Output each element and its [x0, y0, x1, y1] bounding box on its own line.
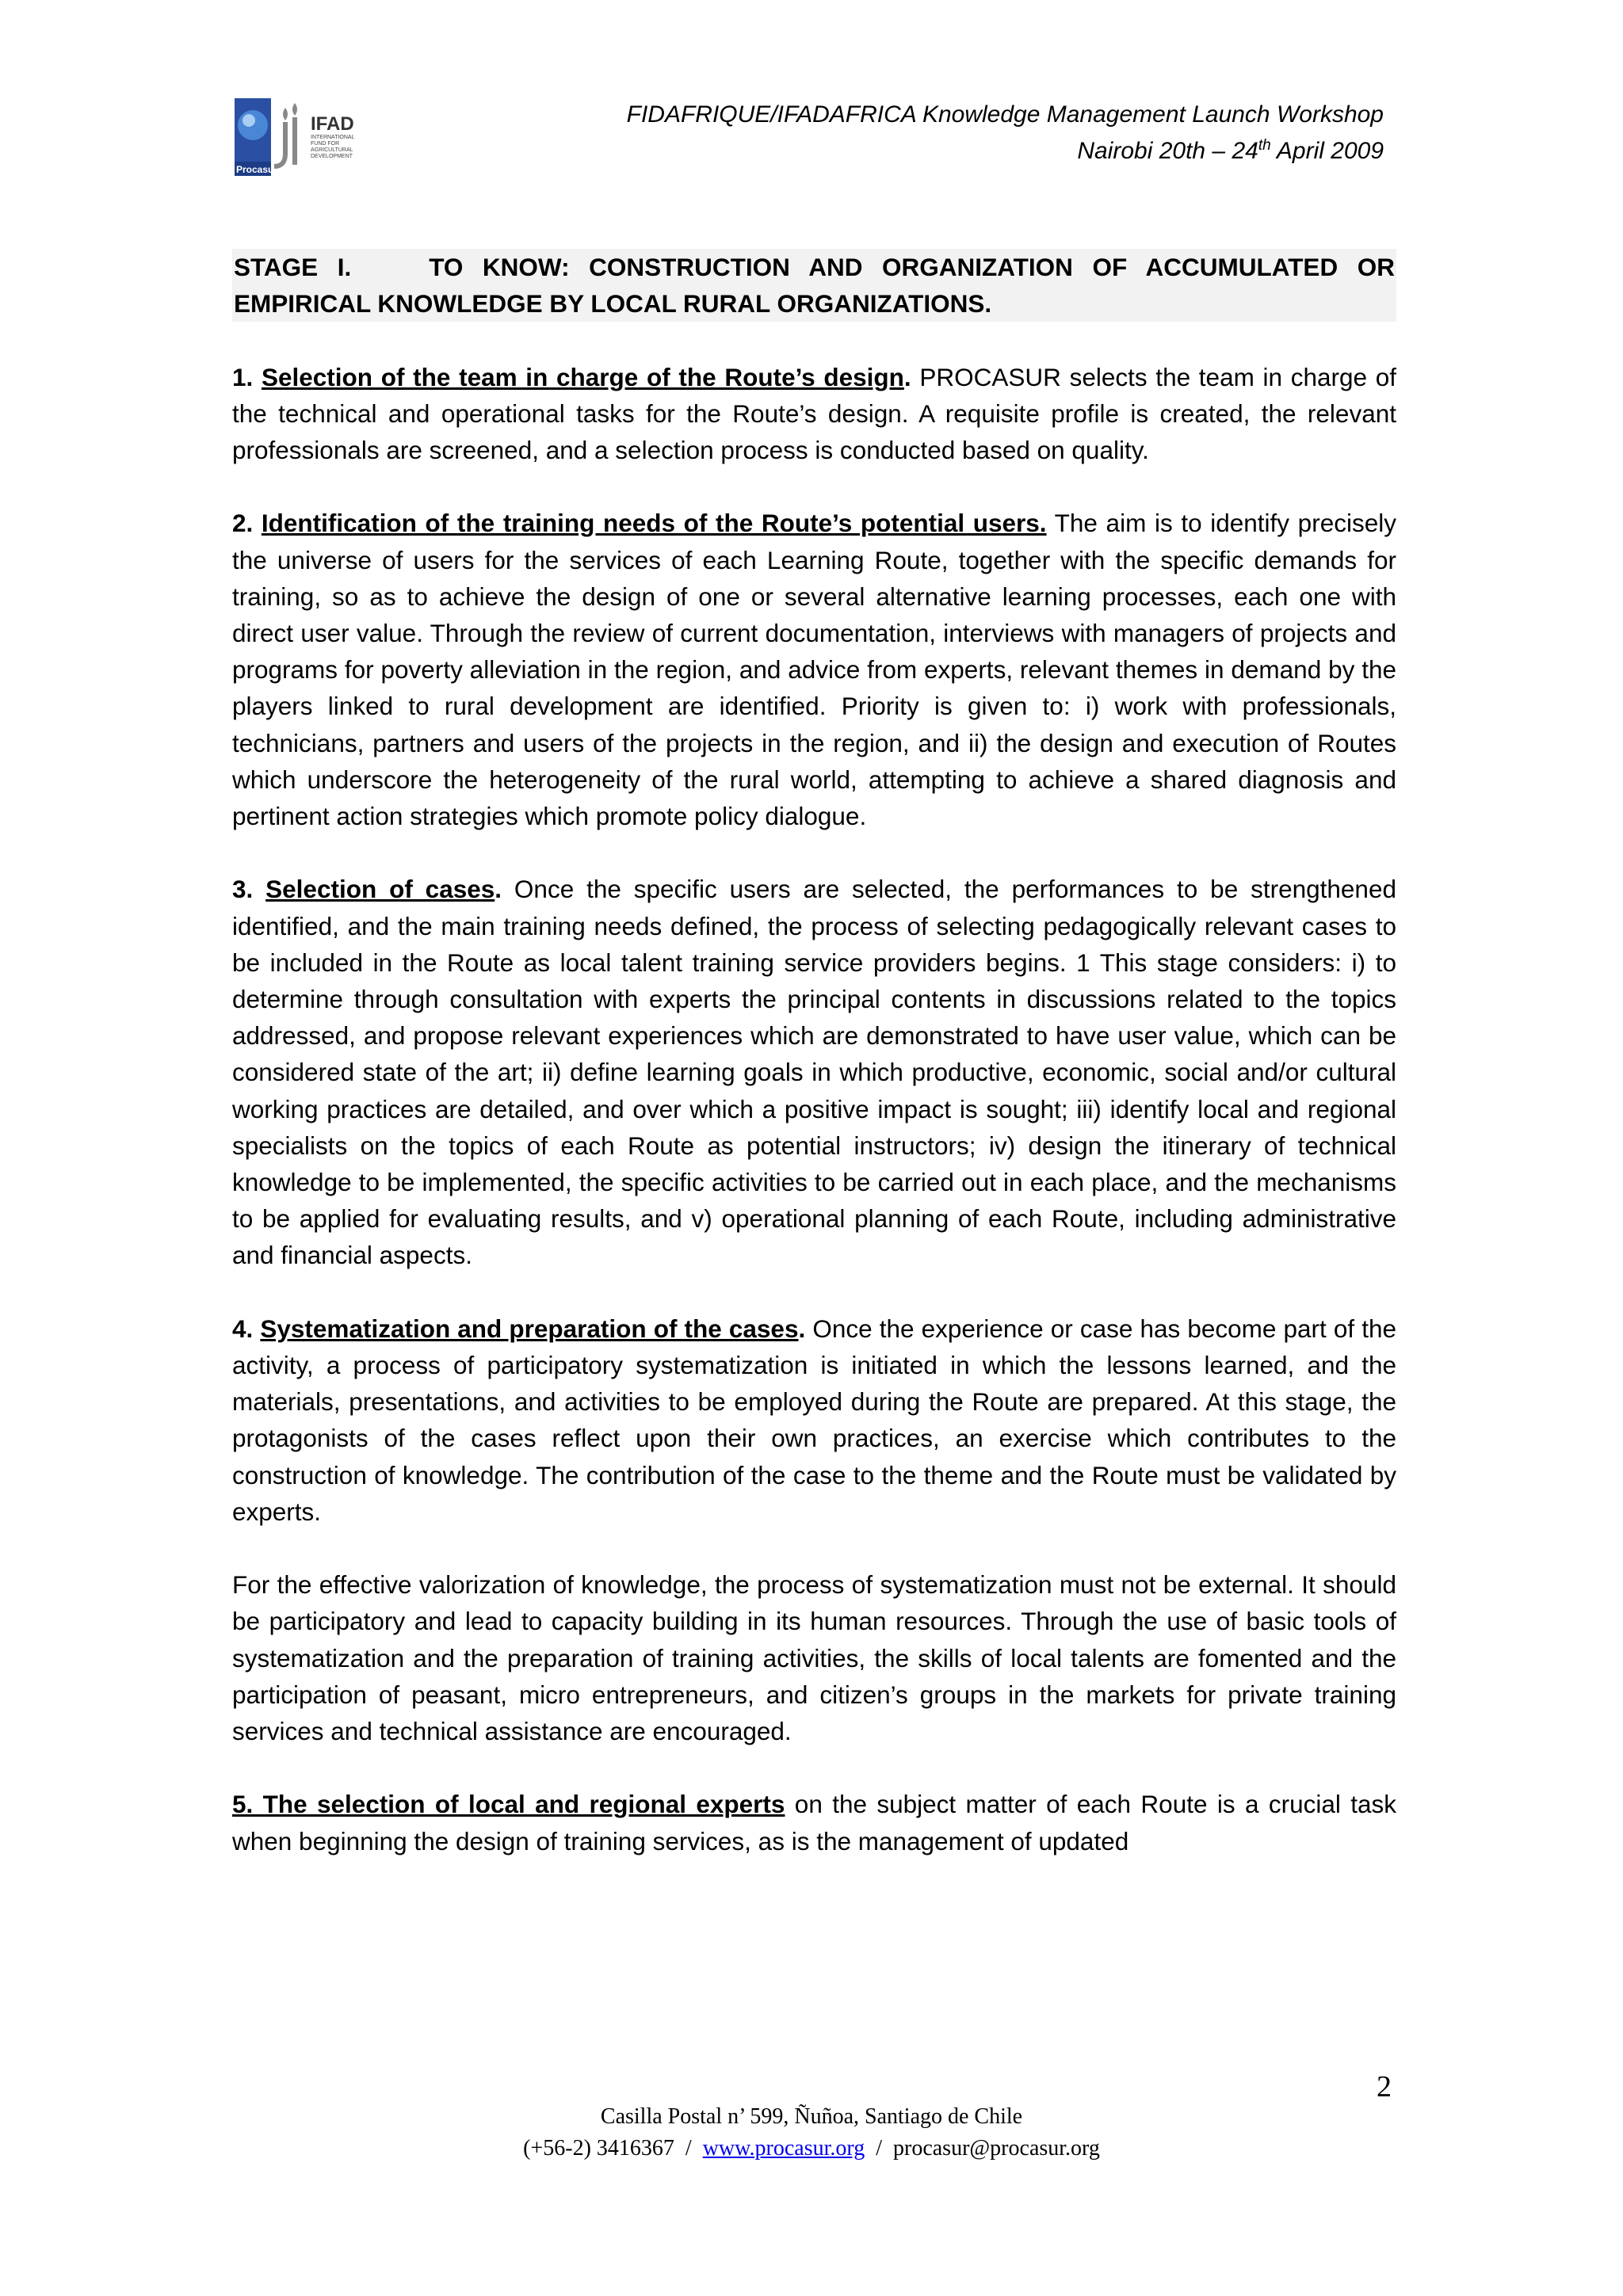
item-2-number: 2. [232, 509, 254, 538]
footer-phone: (+56-2) 3416367 [523, 2136, 674, 2161]
footer-email: procasur@procasur.org [893, 2136, 1100, 2161]
item-2-text: The aim is to identify precisely the universe of users for the services of each Learning Route, together with the specific demands for training, so as to achieve the design of one or several alternative learning processes, each one with direct user value. Through the review of current documentation, interviews with managers of projects and programs for poverty alleviation in the region, and advice from experts, relevant themes in demand by the players linked to rural development are identified. Priority is given to: i) work with professionals, technicians, partners and users of the projects in the region, and ii) the design and execution of Routes which underscore the heterogeneity of the rural world, attempting to achieve a shared diagnosis and pertinent action strategies which promote policy dialogue. [232, 509, 1396, 831]
header-date-line: Nairobi 20th – 24th April 2009 [1077, 137, 1384, 164]
footer-address: Casilla Postal n’ 599, Ñuñoa, Santiago de Chile [600, 2104, 1023, 2129]
document-footer [0, 2101, 1623, 2164]
item-4-paragraph: 4. Systematization and preparation of the cases. Once the experience or case has become part of the activity, a process of participatory systematization is initiated in which the lessons learned, and the materials, presentations, and activities to be employed during the Route are prepared. At this stage, the protagonists of the cases reflect upon their own practices, an exercise which contributes to the construction of knowledge. The contribution of the case to the theme and the Route must be validated by experts. [232, 1314, 1397, 1526]
footer-website-link[interactable]: www.procasur.org [702, 2136, 865, 2161]
item-1-text: PROCASUR selects the team in charge of the technical and operational tasks for the Route’s design. A requisite profile is created, the relevant professionals are screened, and a selection process is conducted based on quality. [232, 362, 1396, 464]
item-2-paragraph [232, 505, 1396, 834]
document-body [232, 249, 1396, 1896]
item-5-text: on the subject matter of each Route is a crucial task when beginning the design of training services, as is the management of updated [232, 1790, 1396, 1855]
stage-label: STAGE I. [234, 253, 352, 281]
item-4-number: 4. [232, 1314, 254, 1343]
item-1-number: 1. [232, 362, 254, 391]
item-3-number: 3. [232, 875, 254, 904]
item-4-text: Once the experience or case has become part of the activity, a process of participatory systematization is initiated in which the lessons learned, and the materials, presentations, and activities to be employed during the Route are prepared. At this stage, the protagonists of the cases reflect upon their own practices, an exercise which contributes to the construction of knowledge. The contribution of the case to the theme and the Route must be validated by experts. [232, 1314, 1397, 1526]
stage-heading [232, 249, 1396, 322]
item-1-paragraph: 1. Selection of the team in charge of the Route’s design. PROCASUR selects the team in charge of the technical and operational tasks for the Route’s design. A requisite profile is created, the relevant professionals are screened, and a selection process is conducted based on quality. [232, 362, 1396, 464]
header-workshop-title: FIDAFRIQUE/IFADAFRICA Knowledge Management Launch Workshop [626, 101, 1384, 128]
ifad-logo-subtitle: INTERNATIONAL FUND FOR AGRICULTURAL DEVELOPMENT [311, 135, 355, 159]
item-5-paragraph [232, 1786, 1396, 1859]
item-2-title: Identification of the training needs of the Route’s potential users. [261, 509, 1047, 538]
footer-contact-line: (+56-2) 3416367 / www.procasur.org / procasur@procasur.org [523, 2136, 1100, 2161]
procasur-logo-text: Procasur [236, 164, 278, 175]
header-logos [235, 98, 412, 177]
item-4-title: Systematization and preparation of the cases [260, 1314, 799, 1343]
item-5-title: 5. The selection of local and regional experts [232, 1790, 785, 1819]
page-number: 2 [1377, 2070, 1392, 2103]
document-header [627, 97, 1384, 170]
item-3-title: Selection of cases [265, 875, 495, 904]
ifad-wheat-icon [274, 103, 297, 166]
procasur-logo [235, 98, 412, 177]
item-1-title: Selection of the team in charge of the Route’s design [261, 362, 904, 391]
stage-title: TO KNOW: CONSTRUCTION AND ORGANIZATION OF ACCUMULATED OR EMPIRICAL KNOWLEDGE BY LOCAL RURAL ORGANIZATIONS. [234, 253, 1395, 318]
ifad-logo-title: IFAD [311, 113, 354, 135]
item-3-text: Once the specific users are selected, the performances to be strengthened identified, and the main training needs defined, the process of selecting pedagogically relevant cases to be included in the Route as local talent training service providers begins. 1 This stage considers: i) to determine through consultation with experts the principal contents in discussions related to the topics addressed, and propose relevant experiences which are demonstrated to have user value, which can be considered state of the art; ii) define learning goals in which productive, economic, social and/or cultural working practices are detailed, and over which a positive impact is sought; iii) identify local and regional specialists on the topics of each Route as potential instructors; iv) design the itinerary of technical knowledge to be implemented, the specific activities to be carried out in each place, and the mechanisms to be applied for evaluating results, and v) operational planning of each Route, including administrative and financial aspects. [232, 875, 1396, 1270]
item-3-paragraph: 3. Selection of cases. Once the specific users are selected, the performances to be strengthened identified, and the main training needs defined, the process of selecting pedagogically relevant cases to be included in the Route as local talent training service providers begins. 1 This stage considers: i) to determine through consultation with experts the principal contents in discussions related to the topics addressed, and propose relevant experiences which are demonstrated to have user value, which can be considered state of the art; ii) define learning goals in which productive, economic, social and/or cultural working practices are detailed, and over which a positive impact is sought; iii) identify local and regional specialists on the topics of each Route as potential instructors; iv) design the itinerary of technical knowledge to be implemented, the specific activities to be carried out in each place, and the mechanisms to be applied for evaluating results, and v) operational planning of each Route, including administrative and financial aspects. [232, 875, 1396, 1270]
systematization-paragraph: For the effective valorization of knowledge, the process of systematization must not be external. It should be participatory and lead to capacity building in its human resources. Through the use of basic tools of systematization and the preparation of training activities, the skills of local talents are fomented and the participation of peasant, micro entrepreneurs, and citizen’s groups in the markets for private training services and technical assistance are encouraged. [232, 1570, 1396, 1746]
